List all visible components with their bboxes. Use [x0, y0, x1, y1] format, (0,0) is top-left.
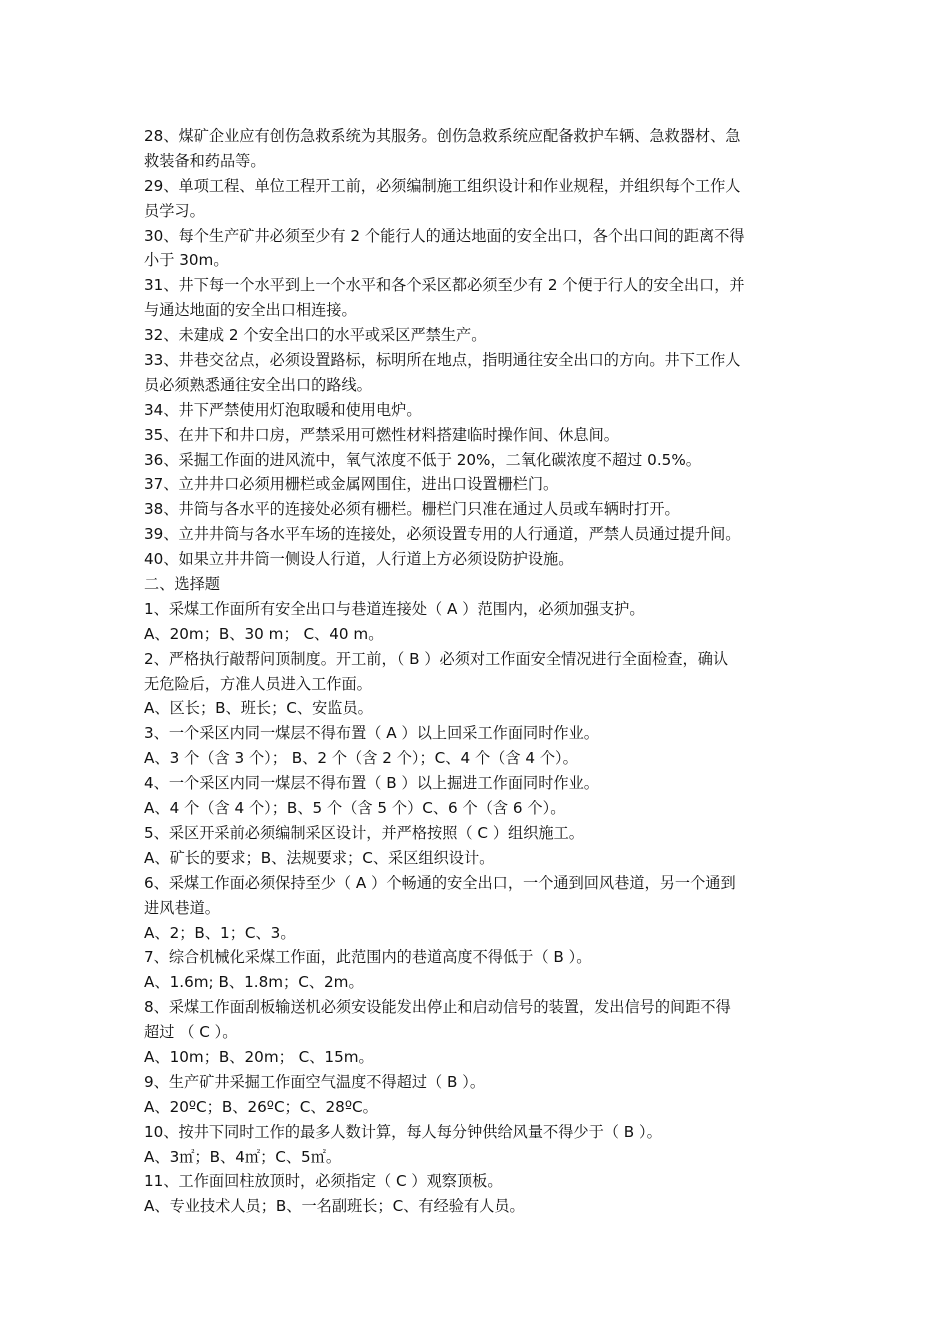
options-line: A、10m；B、20m； C、15m。	[144, 1047, 374, 1066]
question-line: 11、工作面回柱放顶时，必须指定（ C ）观察顶板。	[144, 1172, 503, 1191]
question-line: 3、一个采区内同一煤层不得布置（ A ）以上回采工作面同时作业。	[144, 724, 599, 743]
text-line: 与通达地面的安全出口相连接。	[144, 301, 357, 320]
question-line: 10、按井下同时工作的最多人数计算，每人每分钟供给风量不得少于（ B ）。	[144, 1122, 662, 1141]
options-line: A、3㎡；B、4㎡；C、5㎡。	[144, 1147, 342, 1166]
options-line: A、1.6m; B、1.8m；C、2m。	[144, 973, 364, 992]
text-line: 37、立井井口必须用栅栏或金属网围住，进出口设置栅栏门。	[144, 475, 559, 494]
question-line: 进风巷道。	[144, 898, 220, 917]
options-line: A、区长；B、班长；C、安监员。	[144, 699, 373, 718]
text-line: 28、煤矿企业应有创伤急救系统为其服务。创伤急救系统应配备救护车辆、急救器材、急	[144, 127, 741, 145]
text-line: 36、采掘工作面的进风流中，氧气浓度不低于 20%，二氧化碳浓度不超过 0.5%。	[144, 450, 701, 469]
text-line: 32、未建成 2 个安全出口的水平或采区严禁生产。	[144, 326, 487, 345]
text-line: 39、立井井筒与各水平车场的连接处，必须设置专用的人行通道，严禁人员通过提升间。	[144, 525, 741, 544]
question-line: 7、综合机械化采煤工作面，此范围内的巷道高度不得低于（ B ）。	[144, 948, 592, 967]
text-line: 员必须熟悉通往安全出口的路线。	[144, 375, 372, 394]
document-body	[144, 124, 810, 1219]
text-line: 33、井巷交岔点，必须设置路标，标明所在地点，指明通往安全出口的方向。井下工作人	[144, 351, 741, 370]
text-line: 31、井下每一个水平到上一个水平和各个采区都必须至少有 2 个便于行人的安全出口，并	[144, 276, 745, 295]
question-line: 1、采煤工作面所有安全出口与巷道连接处（ A ）范围内，必须加强支护。	[144, 599, 645, 618]
question-line: 4、一个采区内同一煤层不得布置（ B ）以上掘进工作面同时作业。	[144, 774, 599, 793]
text-line: 员学习。	[144, 201, 205, 220]
question-line: 6、采煤工作面必须保持至少（ A ）个畅通的安全出口，一个通到回风巷道，另一个通到	[144, 873, 736, 892]
question-line: 2、严格执行敲帮问顶制度。开工前，（ B ）必须对工作面安全情况进行全面检查，确认	[144, 649, 729, 668]
section-heading: 二、选择题	[144, 575, 220, 594]
question-line: 5、采区开采前必须编制采区设计，并严格按照（ C ）组织施工。	[144, 823, 584, 842]
text-line: 40、如果立井井筒一侧设人行道，人行道上方必须设防护设施。	[144, 550, 574, 569]
options-line: A、20m；B、30 m； C、40 m。	[144, 624, 384, 643]
options-line: A、3 个（含 3 个）； B、2 个（含 2 个）；C、4 个（含 4 个）。	[144, 749, 578, 768]
options-line: A、20ºC；B、26ºC；C、28ºC。	[144, 1097, 378, 1116]
options-line: A、2；B、1；C、3。	[144, 923, 296, 942]
text-line: 38、井筒与各水平的连接处必须有栅栏。栅栏门只准在通过人员或车辆时打开。	[144, 500, 680, 519]
text-line: 30、每个生产矿井必须至少有 2 个能行人的通达地面的安全出口，各个出口间的距离不得	[144, 226, 745, 245]
options-line: A、矿长的要求；B、法规要求；C、采区组织设计。	[144, 848, 495, 867]
text-line: 29、单项工程、单位工程开工前，必须编制施工组织设计和作业规程，并组织每个工作人	[144, 176, 741, 195]
question-line: 8、采煤工作面刮板输送机必须安设能发出停止和启动信号的装置，发出信号的间距不得	[144, 998, 731, 1017]
text-line: 35、在井下和井口房，严禁采用可燃性材料搭建临时操作间、休息间。	[144, 425, 619, 444]
question-line: 9、生产矿井采掘工作面空气温度不得超过（ B ）。	[144, 1072, 486, 1091]
options-line: A、4 个（含 4 个）；B、5 个（含 5 个）C、6 个（含 6 个）。	[144, 799, 566, 818]
options-line: A、专业技术人员；B、一名副班长；C、有经验有人员。	[144, 1197, 525, 1216]
text-line: 34、井下严禁使用灯泡取暖和使用电炉。	[144, 400, 422, 419]
question-line: 无危险后，方准人员进入工作面。	[144, 674, 372, 693]
text-line: 救装备和药品等。	[144, 151, 266, 170]
text-line: 小于 30m。	[144, 251, 229, 270]
question-line: 超过 （ C ）。	[144, 1023, 238, 1042]
